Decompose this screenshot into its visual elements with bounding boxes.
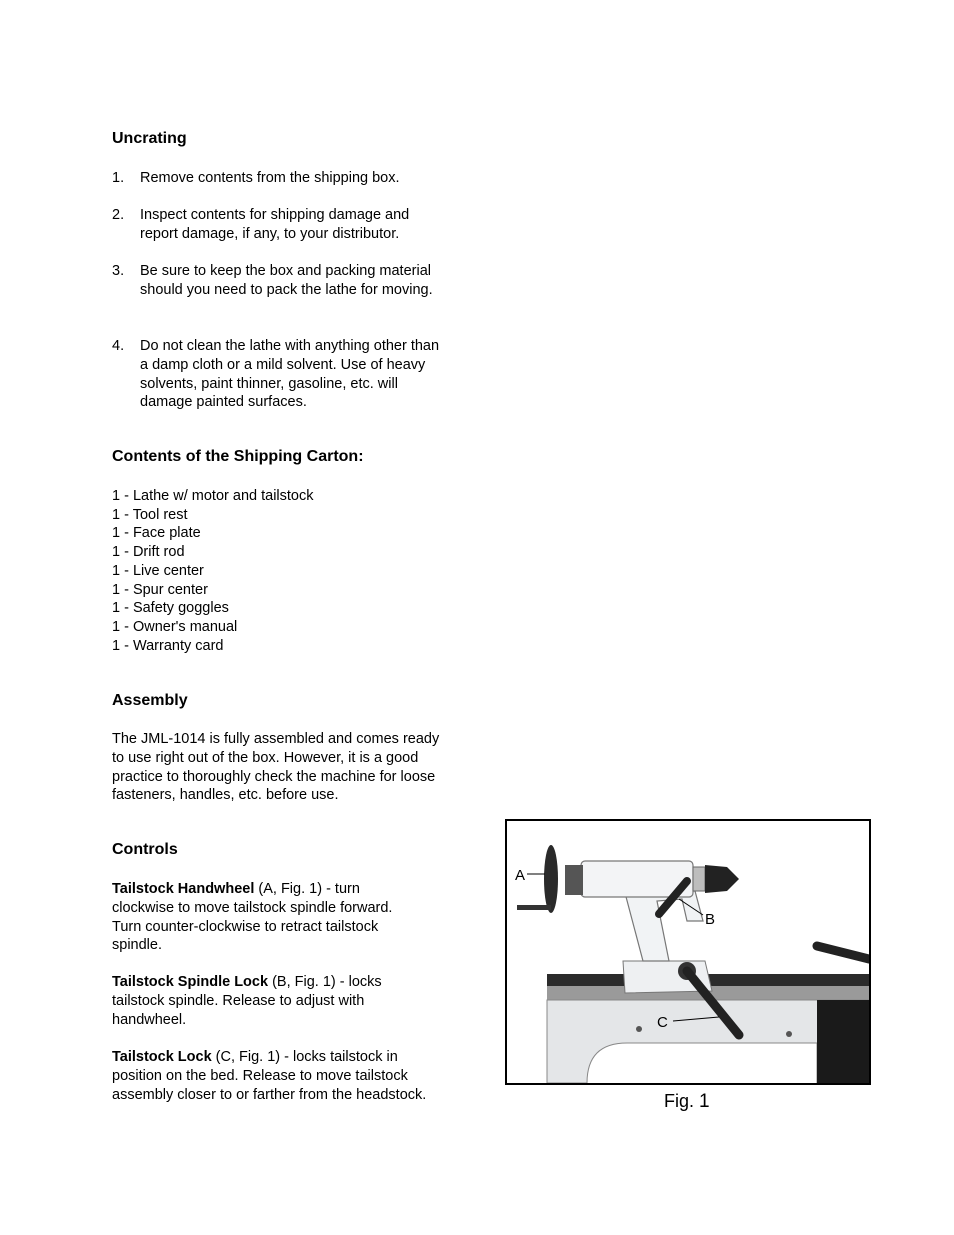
bolt-icon (786, 1031, 792, 1037)
callout-label-b: B (705, 911, 716, 928)
control-term: Tailstock Spindle Lock (112, 974, 269, 990)
tailstock-photo (507, 821, 869, 1083)
handwheel-hub (565, 865, 583, 895)
list-number: 2. (112, 207, 125, 223)
control-description (112, 1048, 442, 1104)
contents-list (112, 487, 314, 655)
figure-caption-number: 1 (699, 1091, 710, 1112)
list-item: Be sure to keep the box and packing material should you need to pack the lathe for moving. (140, 263, 433, 298)
handwheel-handle (517, 905, 551, 910)
controls-heading: Controls (112, 841, 178, 858)
control-text: (A, Fig. 1) - turn clockwise to move tailstock spindle forward. Turn counter-clockwise to retract tailstock spindle. (112, 881, 393, 954)
figure-caption (664, 1091, 710, 1113)
list-number: 4. (112, 338, 125, 354)
control-text: (C, Fig. 1) - locks tailstock in position on the bed. Release to move tailstock assembly closer to or farther from the headstock. (112, 1049, 427, 1103)
callout-label-a: A (515, 867, 526, 884)
list-item: 1 - Owner's manual (112, 618, 238, 635)
list-item: 1 - Safety goggles (112, 600, 229, 617)
callout-label-c: C (657, 1014, 668, 1031)
list-item: 1 - Tool rest (112, 506, 188, 523)
tool-rest-handle (817, 946, 869, 959)
list-item: Inspect contents for shipping damage and report damage, if any, to your distributor. (140, 207, 410, 242)
list-item: 1 - Face plate (112, 525, 201, 542)
control-description (112, 973, 422, 1029)
handwheel-icon (544, 845, 558, 913)
list-number: 1. (112, 170, 125, 186)
lathe-shadow (817, 1000, 869, 1083)
assembly-text: The JML-1014 is fully assembled and comes ready to use right out of the box. However, it is a good practice to thoroughly check the machine for loose fasteners, handles, etc. before use. (112, 731, 440, 804)
list-number: 3. (112, 263, 125, 279)
live-center (705, 865, 739, 893)
list-item: 1 - Drift rod (112, 544, 185, 561)
control-text: (B, Fig. 1) - locks tailstock spindle. Release to adjust with handwheel. (112, 974, 382, 1028)
quill (693, 867, 705, 891)
tailstock-leg (599, 891, 703, 961)
list-item: 1 - Live center (112, 562, 204, 579)
assembly-heading: Assembly (112, 692, 188, 709)
bolt-icon (636, 1026, 642, 1032)
uncrating-heading: Uncrating (112, 130, 187, 147)
list-item: Do not clean the lathe with anything other than a damp cloth or a mild solvent. Use of heavy solvents, paint thinner, gasoline, etc. will damage painted surfaces. (140, 338, 440, 411)
figure-caption-prefix: Fig. (664, 1091, 695, 1111)
control-term: Tailstock Lock (112, 1049, 212, 1065)
list-item: 1 - Warranty card (112, 637, 224, 654)
contents-heading: Contents of the Shipping Carton: (112, 448, 364, 465)
tailstock-figure (505, 819, 871, 1085)
list-item: Remove contents from the shipping box. (140, 170, 400, 186)
list-item: 1 - Lathe w/ motor and tailstock (112, 488, 314, 504)
control-term: Tailstock Handwheel (112, 881, 255, 897)
control-description (112, 880, 422, 955)
list-item: 1 - Spur center (112, 581, 208, 598)
